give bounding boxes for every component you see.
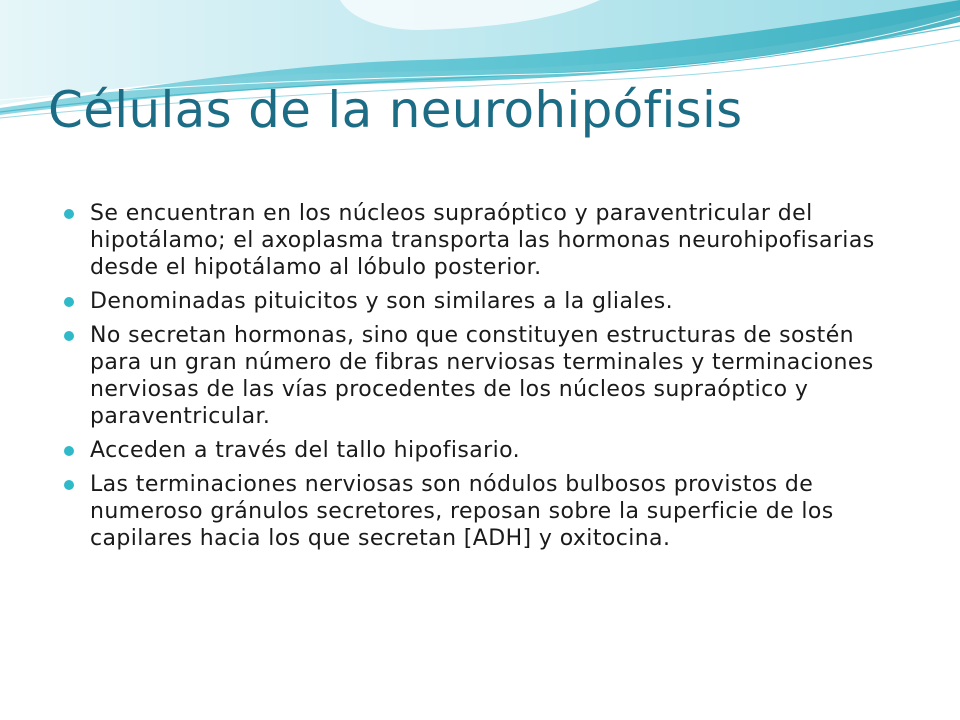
bullet-text: Acceden a través del tallo hipofisario. xyxy=(90,438,520,463)
bullet-dot-icon xyxy=(64,297,74,307)
bullet-item xyxy=(62,322,912,430)
bullet-text: Se encuentran en los núcleos supraóptico y paraventricular del hipotálamo; el axoplasma transporta las hormonas neurohipofisarias desde el hipotálamo al lóbulo posterior. xyxy=(90,201,875,280)
bullet-dot-icon xyxy=(64,331,74,341)
bullet-item xyxy=(62,288,912,315)
bullet-text: No secretan hormonas, sino que constituyen estructuras de sostén para un gran número de fibras nerviosas terminales y terminaciones nerviosas de las vías procedentes de los núcleos supraóptico y paraventricular. xyxy=(90,323,874,429)
slide-title: Células de la neurohipófisis xyxy=(48,81,743,139)
bullet-text: Denominadas pituicitos y son similares a la gliales. xyxy=(90,289,674,314)
bullet-text: Las terminaciones nerviosas son nódulos bulbosos provistos de numeroso gránulos secretores, reposan sobre la superficie de los capilares hacia los que secretan [ADH] y oxitocina. xyxy=(90,472,834,551)
bullet-item xyxy=(62,471,912,552)
bullet-item xyxy=(62,200,912,281)
bullet-dot-icon xyxy=(64,446,74,456)
bullet-dot-icon xyxy=(64,480,74,490)
bullet-list xyxy=(62,200,912,559)
bullet-item xyxy=(62,437,912,464)
bullet-dot-icon xyxy=(64,209,74,219)
